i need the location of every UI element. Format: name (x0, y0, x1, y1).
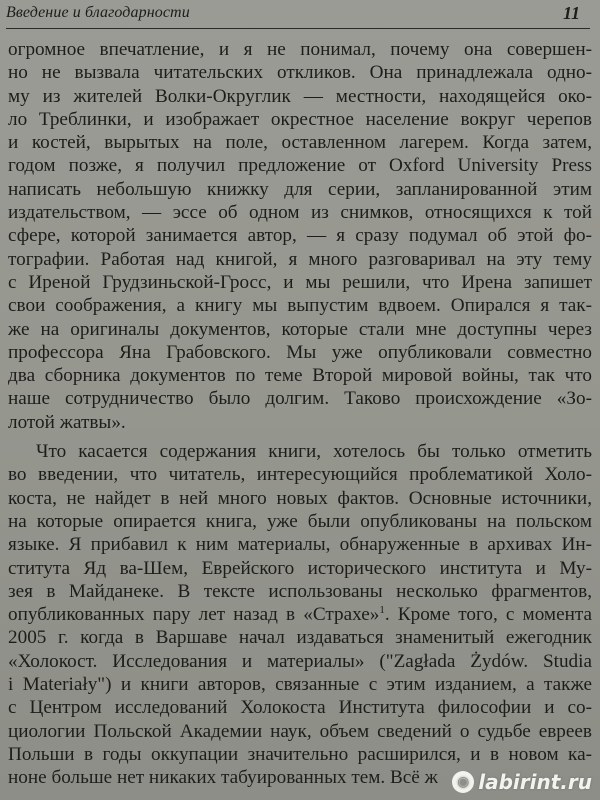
text-line: 2005 г. когда в Варшаве начал издаваться знаменитый ежегодник (8, 627, 592, 649)
paragraph (8, 38, 592, 434)
text-line: сфере, которой занимается автор, — я сразу подумал об этой фо- (8, 225, 592, 247)
text-line: но не вызвала читательских откликов. Она принадлежала одно- (8, 62, 592, 84)
text-line: Что касается содержания книги, хотелось бы только отметить (36, 441, 592, 463)
text-line: ло Треблинки, и изображает окрестное население вокруг черепов (8, 108, 592, 130)
running-head-title: Введение и благодарности (6, 4, 190, 21)
text-line: лотой жатвы». (8, 411, 126, 433)
text-line: ститута Яд ва-Шем, Еврейского исторического института и Му- (8, 557, 592, 579)
paragraph (8, 440, 592, 789)
text-line: с Иреной Грудзиньской-Гросс, и мы решили, что Ирена запишет (8, 271, 592, 293)
watermark-text: labirint.ru (478, 770, 592, 794)
text-line: профессора Яна Грабовского. Мы уже опубликовали совместно (8, 341, 592, 363)
text-line-with-footnote (8, 603, 592, 626)
text-line: i Materiały") и книги авторов, связанные с этим изданием, а также (8, 674, 592, 696)
text-segment: . Кроме того, с момента (384, 604, 592, 626)
text-line: языке. Я прибавил к ним материалы, обнаруженные в архивах Ин- (8, 534, 592, 556)
text-line: написать небольшую книжку для серии, запланированной этим (8, 178, 592, 200)
text-line: наше сотрудничество было долгим. Таково происхождение «Зо- (8, 388, 592, 410)
labirint-logo-icon: ◉ (452, 771, 474, 793)
text-line: ноне больше нет никаких табуированных тем. Всё ж (8, 767, 438, 789)
text-line: зея в Майданеке. В тексте использованы несколько фрагментов, (8, 580, 592, 602)
text-line: му из жителей Волки-Округлик — местности, находящейся око- (8, 85, 592, 107)
text-line: свои соображения, а книгу мы выпустим вдвоем. Опирался я так- (8, 295, 592, 317)
body-text (8, 38, 592, 790)
text-line: годом позже, я получил предложение от Oxford University Press (8, 155, 592, 177)
text-line: тографии. Работая над книгой, я много разговаривал на эту тему (8, 248, 592, 270)
text-line: коста, не найдет в ней много новых фактов. Основные источники, (8, 487, 592, 509)
text-line: и костей, вырытых на поле, оставленном лагерем. Когда затем, (8, 132, 592, 154)
text-line: «Холокост. Исследования и материалы» ("Zagłada Żydów. Studia (8, 650, 592, 672)
running-head (6, 2, 590, 29)
text-line: во введении, что читатель, интересующийся проблематикой Холо- (8, 464, 592, 486)
text-line: циологии Польской Академии наук, объем сведений о судьбе евреев (8, 720, 592, 742)
text-line: Польши в годы оккупации значительно расширился, и в новом ка- (8, 743, 592, 765)
text-line: же на оригиналы документов, которые стали мне доступны через (8, 318, 592, 340)
text-line: на которые опирается книга, уже были опубликованы на польском (8, 510, 592, 532)
text-line: с Центром исследований Холокоста Института философии и со- (8, 697, 592, 719)
text-line: два сборника документов по теме Второй мировой войны, так что (8, 365, 592, 387)
watermark (452, 770, 592, 794)
text-line: издательством, — эссе об одном из снимков, относящихся к той (8, 202, 592, 224)
text-line: огромное впечатление, и я не понимал, почему она совершен- (8, 39, 592, 60)
text-segment: опубликованных пару лет назад в «Страхе» (8, 604, 380, 626)
footnote-marker: 1 (379, 604, 385, 617)
page-number: 11 (562, 3, 580, 23)
